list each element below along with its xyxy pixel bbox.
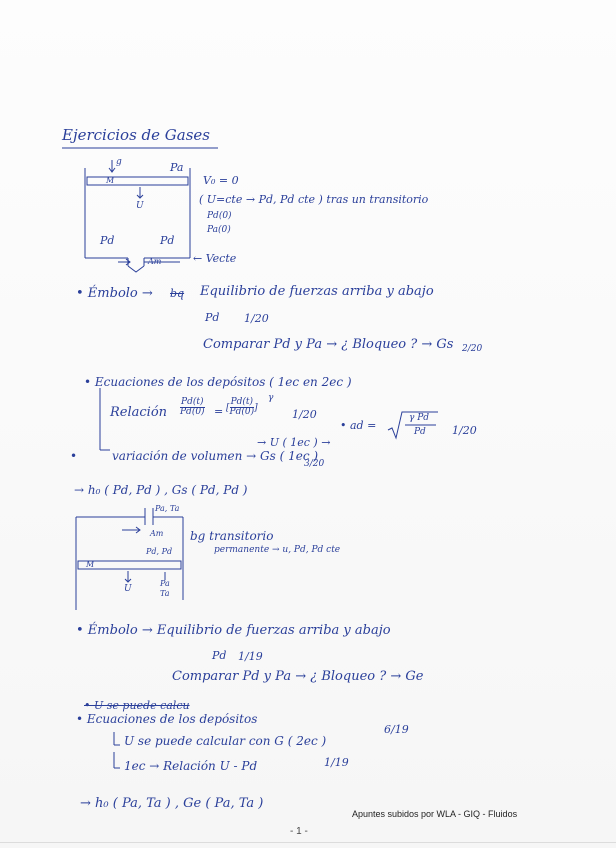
pd-left-label: Pd (100, 234, 115, 247)
permanente-note: permanente → u, Pd, Pd cte (214, 545, 341, 555)
struck-word: bq (170, 287, 185, 300)
pa-bottom-label: Pa (160, 579, 170, 588)
equals-sign: = (214, 405, 224, 418)
ecuaciones-heading: • Ecuaciones de los depósitos ( 1ec en 2ec ) (84, 375, 352, 389)
page-title: Ejercicios de Gases (62, 126, 210, 144)
transitorio-note: bg transitorio (190, 529, 274, 543)
score-1-20: 1/20 (244, 312, 269, 325)
score-variacion: 3/20 (304, 459, 325, 469)
embolo2-text: • Émbolo → Equilibrio de fuerzas arriba y abajo (76, 623, 391, 638)
section2-result: → h₀ ( Pd, Pd ) , Gs ( Pd, Pd ) (74, 483, 248, 497)
gamma-exponent: γ (268, 393, 274, 403)
struck-line: • U se puede calcu (84, 699, 190, 712)
score-ad: 1/20 (452, 424, 477, 437)
ad-label: • ad = (340, 419, 377, 432)
score-6-19: 6/19 (384, 723, 409, 736)
sqrt-numerator: γ Pd (409, 413, 430, 423)
ta-bottom-label: Ta (160, 589, 170, 598)
page-number: - 1 - (290, 826, 308, 837)
section4-result: → h₀ ( Pa, Ta ) , Ge ( Pa, Ta ) (80, 796, 264, 811)
velocity2-label: U (124, 584, 132, 594)
comparar-text: Comparar Pd y Pa → ¿ Bloqueo ? → Gs (203, 337, 454, 352)
am2-label: Am (150, 529, 164, 538)
pd-label: Pd (205, 311, 220, 324)
score-2-20: 2/20 (462, 344, 483, 354)
u-1ec: → U ( 1ec ) → (257, 436, 331, 449)
frac-right-num: Pd(t) (230, 397, 254, 407)
velocity-label: U (136, 201, 144, 211)
piston2-mass-label: M (86, 560, 95, 569)
u-calc-line: U se puede calcular con G ( 2ec ) (124, 734, 327, 748)
footer-note: Apuntes subidos por WLA - GIQ - Fluidos (352, 809, 518, 819)
frac-right-den: Pd(0) (229, 407, 255, 417)
pa-label: Pa (170, 161, 184, 174)
equilibrio-text: Equilibrio de fuerzas arriba y abajo (200, 284, 434, 299)
vecte-note: ← Vecte (193, 252, 237, 265)
variacion-text: variación de volumen → Gs ( 1ec ) (112, 449, 319, 463)
frac-left-den: Pd(0) (180, 407, 205, 417)
pd2-label: Pd (212, 649, 227, 662)
score-1-19: 1/19 (238, 650, 263, 663)
bullet-left: • (70, 449, 78, 463)
pd-pd-label: Pd, Pd (146, 547, 173, 556)
ecuaciones2-heading: • Ecuaciones de los depósitos (76, 712, 258, 726)
gravity-label: g (116, 157, 122, 167)
initial-velocity: V₀ = 0 (203, 174, 239, 187)
relacion-line: 1ec → Relación U - Pd (124, 759, 258, 773)
frac-left-num: Pd(t) (181, 397, 204, 407)
orifice-area-label: Am (148, 257, 162, 266)
relacion-label: Relación (110, 405, 168, 420)
pd-right-label: Pd (160, 234, 175, 247)
pd0-note: Pd(0) (207, 211, 232, 221)
score-relacion: 1/20 (292, 408, 317, 421)
relacion-fraction-left (180, 398, 205, 417)
sqrt-denominator: Pd (414, 427, 426, 437)
comparar2-text: Comparar Pd y Pa → ¿ Bloqueo ? → Ge (172, 669, 424, 684)
transient-note: ( U=cte → Pd, Pd cte ) tras un transitorio (199, 193, 429, 206)
score-1-19-b: 1/19 (324, 756, 349, 769)
piston-mass-label: M (106, 176, 115, 185)
pa0-note: Pa(0) (207, 225, 231, 235)
bottom-edge (0, 842, 616, 843)
embolo-label: • Émbolo → (76, 286, 153, 301)
relacion-fraction-right: [ $\frac{Pd(t)}{Pd(0)}$ ] (226, 397, 258, 417)
pa-ta-label: Pa, Ta (155, 504, 180, 513)
